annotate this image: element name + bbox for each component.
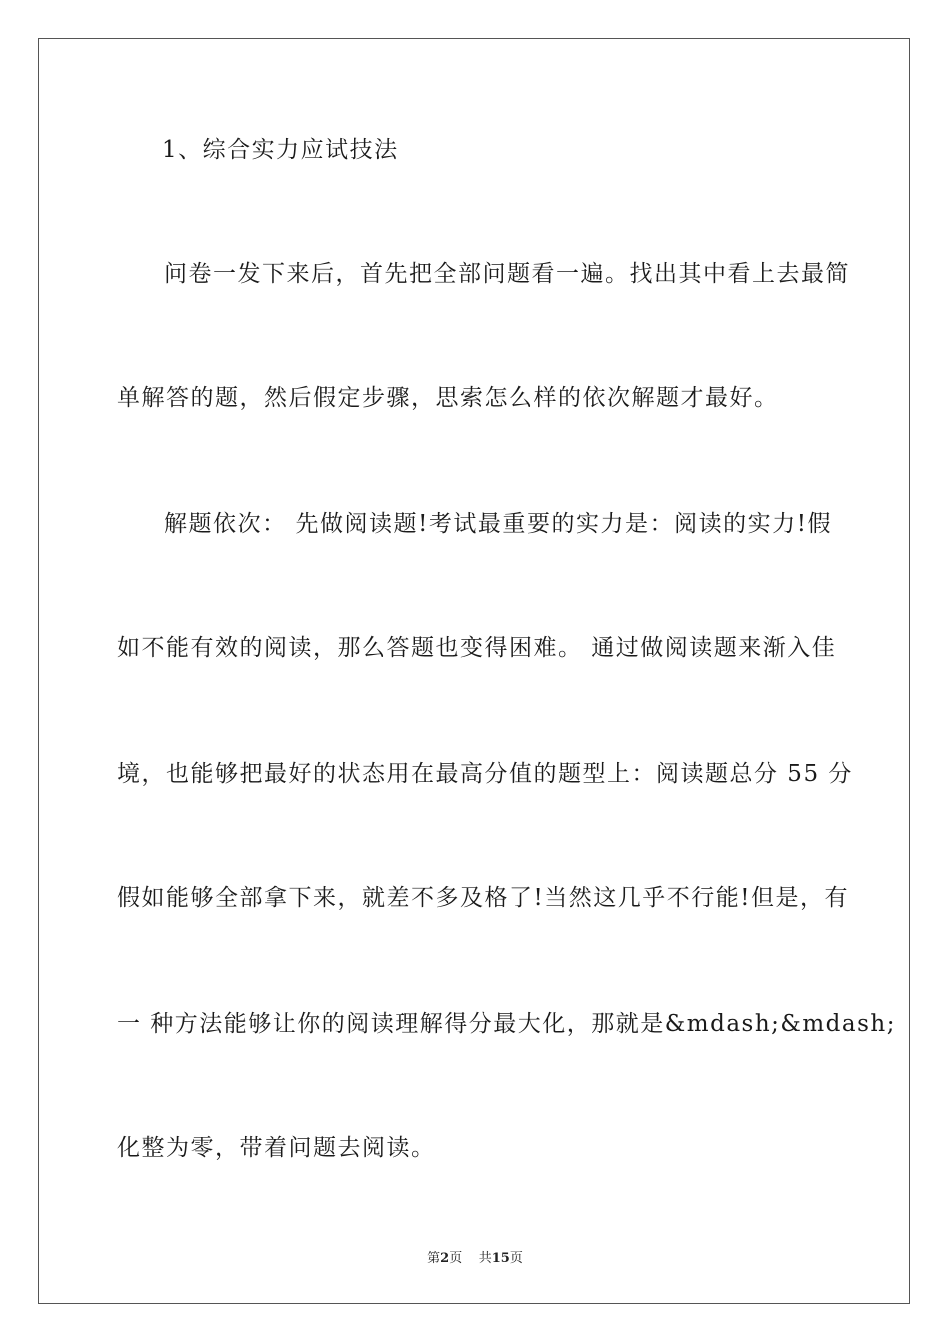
total-pages: 15 <box>491 1251 510 1266</box>
paragraph-line: 假如能够全部拿下来，就差不多及格了!当然这几乎不行能!但是，有 <box>117 885 849 911</box>
paragraph-line: 解题依次： 先做阅读题!考试最重要的实力是：阅读的实力!假 <box>164 511 832 537</box>
page-prefix: 第 <box>427 1251 441 1266</box>
page-number: 2 <box>440 1251 450 1266</box>
section-heading: 1、综合实力应试技法 <box>162 137 399 163</box>
paragraph-line: 单解答的题，然后假定步骤，思索怎么样的依次解题才最好。 <box>117 385 779 411</box>
paragraph-line: 境，也能够把最好的状态用在最高分值的题型上：阅读题总分 55 分 <box>117 761 853 787</box>
total-prefix: 共 <box>478 1251 492 1266</box>
paragraph-line: 问卷一发下来后，首先把全部问题看一遍。找出其中看上去最简 <box>164 261 850 287</box>
page-suffix: 页 <box>449 1251 463 1266</box>
page-border <box>38 38 910 1304</box>
paragraph-line: 化整为零，带着问题去阅读。 <box>117 1135 436 1161</box>
page-footer <box>0 1247 950 1266</box>
total-suffix: 页 <box>509 1251 523 1266</box>
paragraph-line: 如不能有效的阅读，那么答题也变得困难。 通过做阅读题来渐入佳 <box>117 635 837 661</box>
paragraph-line: 一 种方法能够让你的阅读理解得分最大化，那就是&mdash;&mdash; <box>117 1011 896 1037</box>
